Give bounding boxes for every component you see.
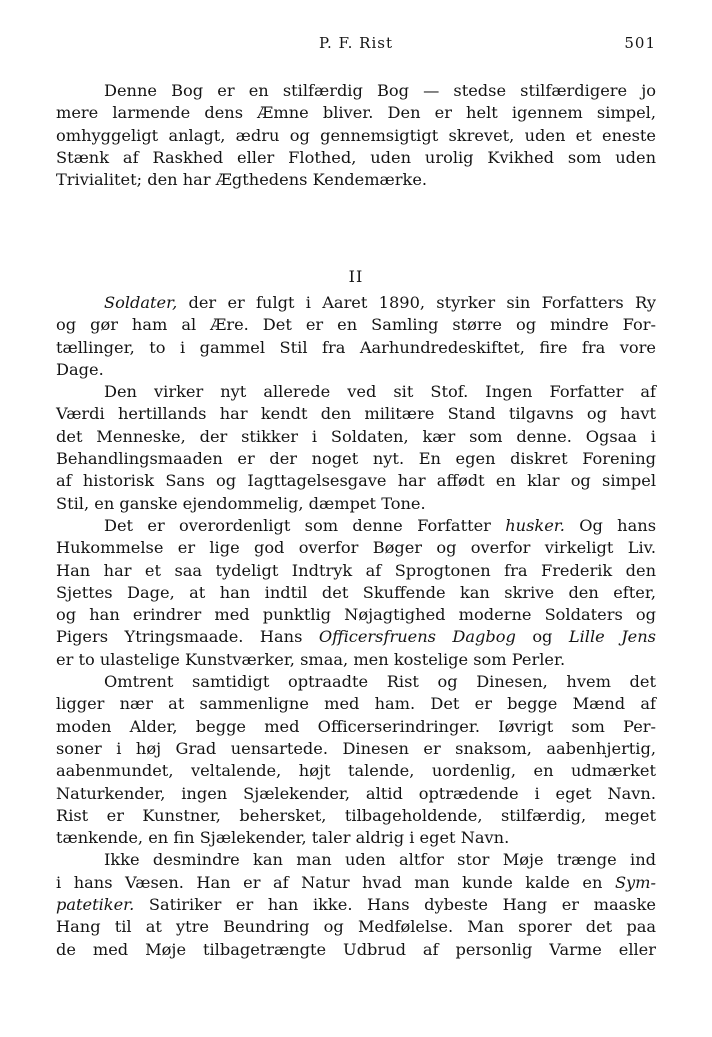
text-line: Hukommelse er lige god overfor Bøger og overfor virkeligt Liv. xyxy=(56,538,656,558)
paragraph-block-intro xyxy=(56,80,656,191)
text-line: Dage. xyxy=(56,359,104,379)
text-line: af historisk Sans og Iagttagelsesgave har affødt en klar og simpel xyxy=(56,471,656,491)
text-line: Rist er Kunstner, behersket, tilbageholdende, stilfærdig, meget xyxy=(56,805,656,825)
text-run: Og hans xyxy=(564,515,656,535)
text-line: soner i høj Grad uensartede. Dinesen er snaksom, aabenhjertig, xyxy=(56,738,656,758)
text-line: Sjettes Dage, at han indtil det Skuffende kan skrive den efter, xyxy=(56,582,656,602)
text-line xyxy=(56,626,656,648)
text-line: Behandlingsmaaden er der noget nyt. En egen diskret Forening xyxy=(56,449,656,469)
text-line: omhyggeligt anlagt, ædru og gennemsigtigt skrevet, uden et eneste xyxy=(56,125,656,145)
emphasis: husker. xyxy=(505,515,565,535)
text-run: i hans Væsen. Han er af Natur hvad man kunde kalde en xyxy=(56,872,615,892)
section-heading: II xyxy=(348,267,364,286)
text-run: Det er overordenligt som denne Forfatter xyxy=(104,515,506,535)
emphasis: patetiker. xyxy=(56,895,135,915)
text-line: moden Alder, begge med Officerserindringer. Iøvrigt som Per- xyxy=(56,716,656,736)
text-line: ligger nær at sammenligne med ham. Det er begge Mænd af xyxy=(56,694,656,714)
text-line xyxy=(56,894,656,916)
text-line: aabenmundet, veltalende, højt talende, uordenlig, en udmærket xyxy=(56,761,656,781)
text-line: Hang til at ytre Beundring og Medfølelse. Man sporer det paa xyxy=(56,917,656,937)
text-line: Værdi hertillands har kendt den militære Stand tilgavns og havt xyxy=(56,404,656,424)
text-run: der er fulgt i Aaret 1890, styrker sin Forfatters Ry xyxy=(177,293,656,312)
text-run: og xyxy=(515,627,569,647)
text-line: Den virker nyt allerede ved sit Stof. Ingen Forfatter af xyxy=(104,382,656,402)
text-line xyxy=(56,292,656,314)
text-line: og gør ham al Ære. Det er en Samling større og mindre For- xyxy=(56,315,656,335)
paragraph-block-section-2 xyxy=(56,292,656,961)
text-line: tænkende, en fin Sjælekender, taler aldrig i eget Navn. xyxy=(56,828,510,848)
text-line: Trivialitet; den har Ægthedens Kendemærke. xyxy=(56,170,428,190)
book-title: Soldater, xyxy=(104,293,178,312)
text-run: Pigers Ytringsmaade. Hans xyxy=(56,627,319,647)
text-line: Omtrent samtidigt optraadte Rist og Dinesen, hvem det xyxy=(104,672,656,692)
text-line: det Menneske, der stikker i Soldaten, kær som denne. Ogsaa i xyxy=(56,426,656,446)
text-line: Stil, en ganske ejendommelig, dæmpet Tone. xyxy=(56,493,426,513)
running-head: P. F. Rist xyxy=(318,34,393,52)
text-line xyxy=(56,515,656,537)
text-run: Satiriker er han ikke. Hans dybeste Hang er maaske xyxy=(134,895,656,915)
text-line: er to ulastelige Kunstværker, smaa, men kostelige som Perler. xyxy=(56,649,566,669)
text-line: de med Møje tilbagetrængte Udbrud af personlig Varme eller xyxy=(56,939,656,959)
text-line: mere larmende dens Æmne bliver. Den er helt igennem simpel, xyxy=(56,103,656,123)
book-title: Officersfruens Dagbog xyxy=(318,627,516,647)
text-line: Naturkender, ingen Sjælekender, altid optrædende i eget Navn. xyxy=(56,783,656,803)
text-line xyxy=(56,872,656,894)
text-line: Stænk af Raskhed eller Flothed, uden urolig Kvikhed som uden xyxy=(56,147,656,167)
emphasis: Sym- xyxy=(614,872,656,892)
text-line: og han erindrer med punktlig Nøjagtighed moderne Soldaters og xyxy=(56,605,656,625)
page-header xyxy=(56,34,656,56)
text-line: Han har et saa tydeligt Indtryk af Sprogtonen fra Frederik den xyxy=(56,560,656,580)
text-line: tællinger, to i gammel Stil fra Aarhundredeskiftet, fire fra vore xyxy=(56,337,656,357)
book-title: Lille Jens xyxy=(568,627,656,647)
page-number: 501 xyxy=(624,34,656,52)
text-line: Denne Bog er en stilfærdig Bog — stedse stilfærdigere jo xyxy=(104,81,656,100)
text-line: Ikke desmindre kan man uden altfor stor Møje trænge ind xyxy=(104,850,656,870)
